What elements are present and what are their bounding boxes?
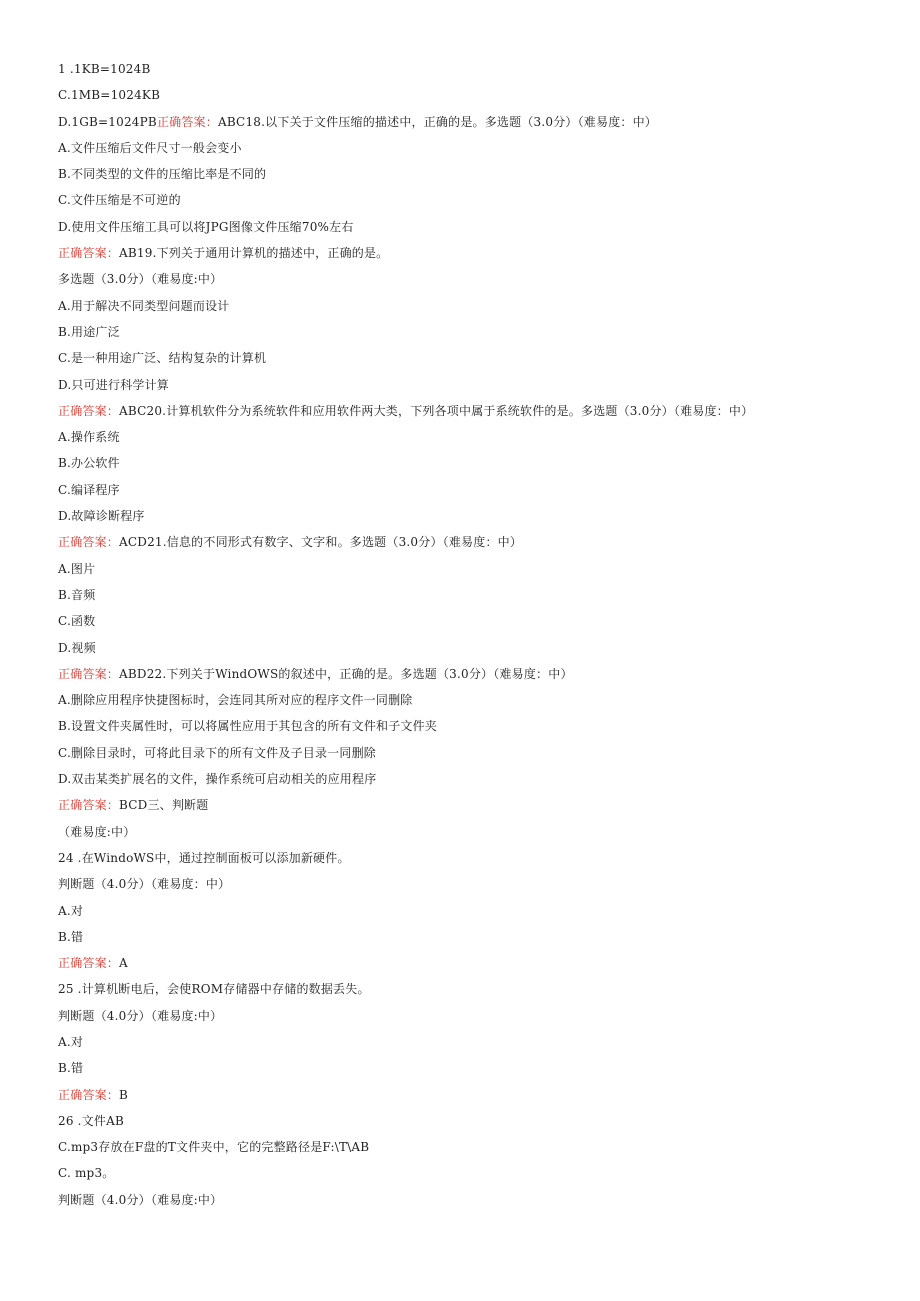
answer-label: 正确答案：	[58, 535, 120, 550]
text-line	[58, 582, 898, 608]
text-line	[58, 819, 898, 845]
text-line	[58, 792, 898, 818]
text-line	[58, 82, 898, 108]
answer-label: 正确答案：	[58, 403, 120, 418]
text-line	[58, 266, 898, 292]
text-line	[58, 293, 898, 319]
line-text: A.图片	[58, 561, 96, 576]
line-text: C.编译程序	[58, 482, 120, 497]
line-text: D.只可进行科学计算	[58, 377, 170, 392]
line-text: 1 .1KB=1024B	[58, 62, 151, 76]
text-line	[58, 319, 898, 345]
line-text: D.视频	[58, 640, 96, 655]
text-line	[58, 924, 898, 950]
line-text: B.办公软件	[58, 456, 120, 471]
text-line	[58, 1134, 898, 1160]
line-text: A.对	[58, 903, 84, 918]
line-prefix: D.1GB=1024PB	[58, 114, 157, 129]
text-line	[58, 240, 898, 266]
text-line	[58, 1108, 898, 1134]
line-text: 判断题（4.0分）（难易度:中）	[58, 1192, 223, 1207]
document-page	[58, 56, 898, 1213]
line-text: B.音频	[58, 587, 96, 602]
text-line	[58, 109, 898, 135]
text-line	[58, 556, 898, 582]
line-text: A.删除应用程序快捷图标时，会连同其所对应的程序文件一同删除	[58, 693, 413, 708]
line-text: （难易度:中）	[58, 824, 136, 839]
text-line	[58, 740, 898, 766]
line-text: C. mp3。	[58, 1166, 115, 1181]
line-text: B.不同类型的文件的压缩比率是不同的	[58, 167, 267, 182]
text-line	[58, 214, 898, 240]
line-text: C.1MB=1024KB	[58, 88, 161, 103]
text-line	[58, 372, 898, 398]
line-text: 26 .文件AB	[58, 1113, 124, 1128]
text-line	[58, 635, 898, 661]
line-text: B.设置文件夹属性时，可以将属性应用于其包含的所有文件和子文件夹	[58, 719, 438, 734]
line-text: B.错	[58, 929, 84, 944]
text-line	[58, 871, 898, 897]
line-text: ABC20.计算机软件分为系统软件和应用软件两大类，下列各项中属于系统软件的是。多选题（3.0分）（难易度：中）	[119, 403, 754, 418]
text-line	[58, 135, 898, 161]
answer-label: 正确答案：	[58, 1087, 120, 1102]
text-line	[58, 845, 898, 871]
text-line	[58, 1160, 898, 1186]
text-line	[58, 1029, 898, 1055]
text-line	[58, 898, 898, 924]
line-text: ABD22.下列关于WindOWS的叙述中，正确的是。多选题（3.0分）（难易度：中）	[119, 666, 573, 681]
line-text: ACD21.信息的不同形式有数字、文字和。多选题（3.0分）（难易度：中）	[119, 535, 523, 550]
text-line	[58, 56, 898, 82]
line-text: B.错	[58, 1061, 84, 1076]
line-text: C.文件压缩是不可逆的	[58, 193, 181, 208]
text-line	[58, 161, 898, 187]
text-line	[58, 398, 898, 424]
text-line	[58, 687, 898, 713]
text-line	[58, 187, 898, 213]
line-text: A.用于解决不同类型问题而设计	[58, 298, 230, 313]
line-text: 24 .在WindoWS中，通过控制面板可以添加新硬件。	[58, 850, 350, 865]
answer-label: 正确答案：	[58, 246, 120, 261]
line-text: AB19.下列关于通用计算机的描述中，正确的是。	[119, 246, 389, 261]
line-text: C.删除目录时，可将此目录下的所有文件及子目录一同删除	[58, 745, 376, 760]
answer-label: 正确答案：	[58, 666, 120, 681]
line-text: D.故障诊断程序	[58, 509, 145, 524]
text-line	[58, 661, 898, 687]
line-text: D.使用文件压缩工具可以将JPG图像文件压缩70%左右	[58, 219, 354, 234]
answer-label: 正确答案：	[58, 956, 120, 971]
text-line	[58, 345, 898, 371]
text-line	[58, 1055, 898, 1081]
text-line	[58, 424, 898, 450]
answer-label: 正确答案：	[58, 798, 120, 813]
line-text: 25 .计算机断电后，会使ROM存储器中存储的数据丢失。	[58, 982, 370, 997]
answer-label: 正确答案：	[156, 114, 218, 129]
line-text: 判断题（4.0分）（难易度:中）	[58, 1008, 223, 1023]
line-text: A.操作系统	[58, 430, 120, 445]
text-line	[58, 766, 898, 792]
line-text: BCD三、判断题	[119, 798, 209, 813]
line-text: C.mp3存放在F盘的T文件夹中，它的完整路径是F:\T\AB	[58, 1140, 370, 1155]
text-line	[58, 450, 898, 476]
text-line	[58, 477, 898, 503]
text-line	[58, 1082, 898, 1108]
text-line	[58, 608, 898, 634]
text-line	[58, 1187, 898, 1213]
text-line	[58, 713, 898, 739]
line-text: C.函数	[58, 614, 96, 629]
line-text: A.对	[58, 1034, 84, 1049]
text-line	[58, 976, 898, 1002]
text-line	[58, 1003, 898, 1029]
line-text: ABC18.以下关于文件压缩的描述中，正确的是。多选题（3.0分）（难易度：中）	[217, 114, 658, 129]
text-line	[58, 503, 898, 529]
text-line	[58, 529, 898, 555]
line-text: B	[119, 1087, 129, 1102]
line-text: A.文件压缩后文件尺寸一般会变小	[58, 140, 242, 155]
line-text: A	[119, 956, 128, 971]
line-text: 判断题（4.0分）（难易度：中）	[58, 877, 231, 892]
line-text: 多选题（3.0分）（难易度:中）	[58, 272, 223, 287]
line-text: B.用途广泛	[58, 324, 120, 339]
line-text: C.是一种用途广泛、结构复杂的计算机	[58, 351, 267, 366]
line-text: D.双击某类扩展名的文件，操作系统可启动相关的应用程序	[58, 772, 377, 787]
text-line	[58, 950, 898, 976]
